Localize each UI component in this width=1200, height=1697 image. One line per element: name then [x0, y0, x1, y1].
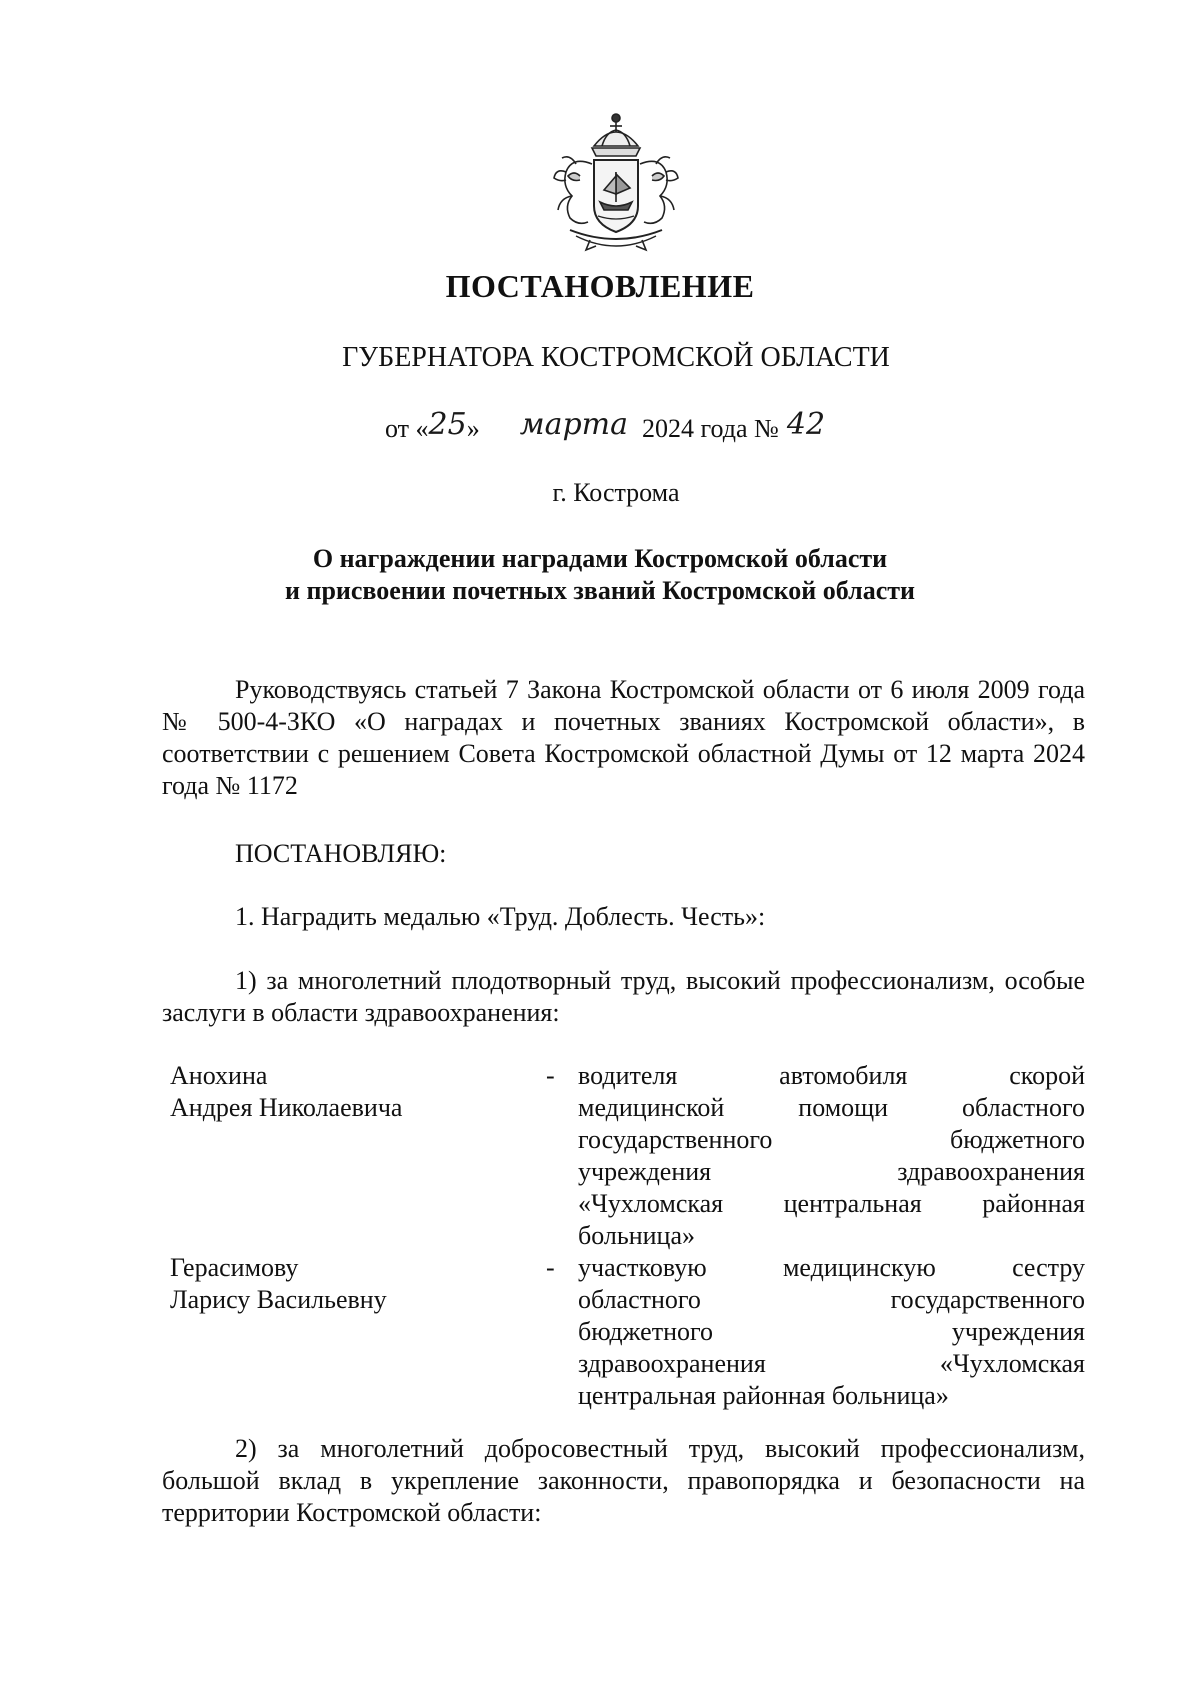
- subitem-2-paragraph: 2) за многолетний добросовестный труд, высокий профессионализм, большой вклад в укрепление законности, правопорядка и безопасности на территории Костромской области:: [162, 1434, 1085, 1527]
- awardee-name: [170, 1252, 510, 1316]
- date-prefix: от «: [385, 414, 429, 443]
- position-line: водителя автомобиля скорой: [578, 1061, 1085, 1090]
- document-heading: [0, 543, 1200, 607]
- position-line: медицинской помощи областного: [578, 1093, 1085, 1122]
- awardee-position: [578, 1252, 1085, 1412]
- awardee-dash: -: [546, 1061, 555, 1090]
- position-line: государственного бюджетного: [578, 1125, 1085, 1154]
- awardee-surname: Анохина: [170, 1061, 268, 1090]
- document-date-line: [385, 407, 826, 445]
- position-line: областного государственного: [578, 1285, 1085, 1314]
- position-line: бюджетного учреждения: [578, 1317, 1085, 1346]
- position-line: здравоохранения «Чухломская: [578, 1349, 1085, 1378]
- item-1-paragraph: 1. Наградить медалью «Труд. Доблесть. Честь»:: [235, 902, 766, 931]
- awardee-surname: Герасимову: [170, 1253, 299, 1282]
- date-day-handwritten: 25: [428, 407, 467, 442]
- document-number-handwritten: 42: [786, 407, 826, 442]
- heading-line-2: и присвоении почетных званий Костромской области: [284, 576, 916, 605]
- awardee-name: [170, 1060, 510, 1124]
- awardee-position: [578, 1060, 1085, 1252]
- coat-of-arms-emblem: [536, 106, 696, 258]
- position-line: учреждения здравоохранения: [578, 1157, 1085, 1186]
- position-line: центральная районная больница»: [578, 1381, 949, 1410]
- position-line: участковую медицинскую сестру: [578, 1253, 1085, 1282]
- date-mid: »: [466, 414, 480, 443]
- date-month-handwritten: марта: [519, 407, 629, 442]
- awardee-given-names: Ларису Васильевну: [170, 1285, 387, 1314]
- decree-word: ПОСТАНОВЛЯЮ:: [235, 839, 447, 868]
- document-title: ПОСТАНОВЛЕНИЕ: [445, 268, 755, 304]
- awardee-dash: -: [546, 1253, 555, 1282]
- position-line: «Чухломская центральная районная: [578, 1189, 1085, 1218]
- position-line: больница»: [578, 1221, 695, 1250]
- date-year: 2024 года №: [642, 414, 779, 443]
- document-city: г. Кострома: [552, 478, 680, 507]
- document-issuer: ГУБЕРНАТОРА КОСТРОМСКОЙ ОБЛАСТИ: [342, 342, 890, 373]
- awardee-given-names: Андрея Николаевича: [170, 1093, 403, 1122]
- intro-paragraph: Руководствуясь статьей 7 Закона Костромской области от 6 июля 2009 года № 500-4-ЗКО «О наградах и почетных званиях Костромской области», в соответствии с решением Совета Костромской областной Думы от 12 марта 2024 года № 1172: [162, 675, 1085, 800]
- subitem-1-paragraph: 1) за многолетний плодотворный труд, высокий профессионализм, особые заслуги в области здравоохранения:: [162, 966, 1085, 1027]
- heading-line-1: О награждении наградами Костромской области: [312, 544, 888, 573]
